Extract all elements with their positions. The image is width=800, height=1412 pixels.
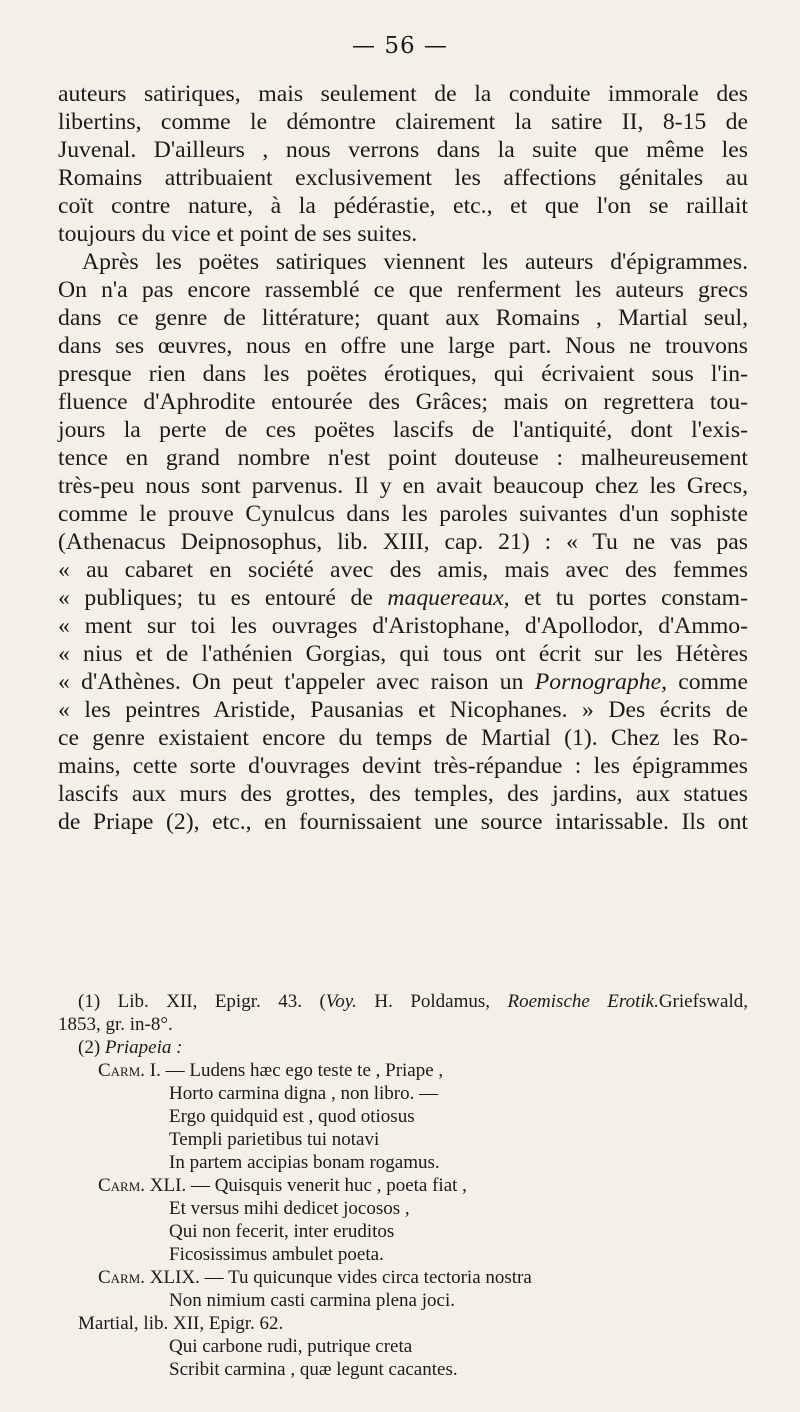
- text-line: « les peintres Aristide, Pausanias et Nicophanes. » Des écrits de: [58, 697, 748, 723]
- text-line: « nius et de l'athénien Gorgias, qui tous ont écrit sur les Hétères: [58, 641, 748, 667]
- poem-line: Qui carbone rudi, putrique creta: [169, 1336, 413, 1357]
- text-line: libertins, comme le démontre clairement la satire II, 8-15 de: [58, 109, 748, 135]
- text-line: très-peu nous sont parvenus. Il y en avait beaucoup chez les Grecs,: [58, 473, 748, 499]
- poem-line: In partem accipias bonam rogamus.: [169, 1152, 440, 1173]
- text-line: « au cabaret en société avec des amis, mais avec des femmes: [58, 557, 748, 583]
- poem-line: Ficosissimus ambulet poeta.: [169, 1244, 384, 1265]
- main-text: [58, 80, 748, 836]
- martial-reference: Martial, lib. XII, Epigr. 62.: [78, 1313, 284, 1334]
- text-line: dans ses œuvres, nous en offre une large part. Nous ne trouvons: [58, 333, 748, 359]
- carm-1-head: Carm. I. — Ludens hæc ego teste te , Priape ,: [98, 1060, 444, 1081]
- text-line: Romains attribuaient exclusivement les affections génitales au: [58, 165, 748, 191]
- poem-line: Horto carmina digna , non libro. —: [169, 1083, 439, 1104]
- text-line: « publiques; tu es entouré de maquereaux, et tu portes constam-: [58, 585, 748, 611]
- text-line: fluence d'Aphrodite entourée des Grâces; mais on regrettera tou-: [58, 389, 748, 415]
- text-line: de Priape (2), etc., en fournissaient une source intarissable. Ils ont: [58, 809, 748, 835]
- poem-line: Ergo quidquid est , quod otiosus: [169, 1106, 415, 1127]
- text-line: jours la perte de ces poëtes lascifs de l'antiquité, dont l'exis-: [58, 417, 748, 443]
- carm-41-head: Carm. XLI. — Quisquis venerit huc , poeta fiat ,: [98, 1175, 467, 1196]
- text-line: comme le prouve Cynulcus dans les paroles suivantes d'un sophiste: [58, 501, 748, 527]
- text-line: lascifs aux murs des grottes, des temples, des jardins, aux statues: [58, 781, 748, 807]
- carm-49-head: Carm. XLIX. — Tu quicunque vides circa tectoria nostra: [98, 1267, 532, 1288]
- text-line: (Athenacus Deipnosophus, lib. XIII, cap. 21) : « Tu ne vas pas: [58, 529, 748, 555]
- page-number: — 56 —: [352, 33, 448, 59]
- poem-line: Et versus mihi dedicet jocosos ,: [169, 1198, 410, 1219]
- text-line: ce genre existaient encore du temps de Martial (1). Chez les Ro-: [58, 725, 748, 751]
- poem-line: Qui non fecerit, inter eruditos: [169, 1221, 395, 1242]
- text-line: On n'a pas encore rassemblé ce que renferment les auteurs grecs: [58, 277, 748, 303]
- text-line: presque rien dans les poëtes érotiques, qui écrivaient sous l'in-: [58, 361, 748, 387]
- text-line: « d'Athènes. On peut t'appeler avec raison un Pornographe, comme: [58, 669, 748, 695]
- italic-pornographe: Pornographe,: [534, 669, 668, 695]
- footnote-2: (2) Priapeia :: [78, 1037, 183, 1058]
- text-line: toujours du vice et point de ses suites.: [58, 221, 418, 247]
- text-line: dans ce genre de littérature; quant aux Romains , Martial seul,: [58, 305, 748, 331]
- text-line: tence en grand nombre n'est point douteuse : malheureusement: [58, 445, 748, 471]
- poem-line: Scribit carmina , quæ legunt cacantes.: [169, 1359, 458, 1380]
- text-line: « ment sur toi les ouvrages d'Aristophane, d'Apollodor, d'Ammo-: [58, 613, 748, 639]
- poem-line: Templi parietibus tui notavi: [169, 1129, 380, 1150]
- text-line: mains, cette sorte d'ouvrages devint très-répandue : les épigrammes: [58, 753, 748, 779]
- footnotes: [58, 990, 748, 1381]
- text-line: Après les poëtes satiriques viennent les auteurs d'épigrammes.: [82, 249, 748, 275]
- text-line: auteurs satiriques, mais seulement de la conduite immorale des: [58, 81, 748, 107]
- text-line: coït contre nature, à la pédérastie, etc., et que l'on se raillait: [58, 193, 748, 219]
- footnote-1-cont: 1853, gr. in-8°.: [58, 1014, 173, 1035]
- italic-maquereaux: maquereaux,: [387, 585, 510, 611]
- text-line: Juvenal. D'ailleurs , nous verrons dans la suite que même les: [58, 137, 748, 163]
- poem-line: Non nimium casti carmina plena joci.: [169, 1290, 455, 1311]
- footnote-1: (1) Lib. XII, Epigr. 43. (Voy. H. Poldamus, Roemische Erotik.Griefswald,: [78, 991, 748, 1012]
